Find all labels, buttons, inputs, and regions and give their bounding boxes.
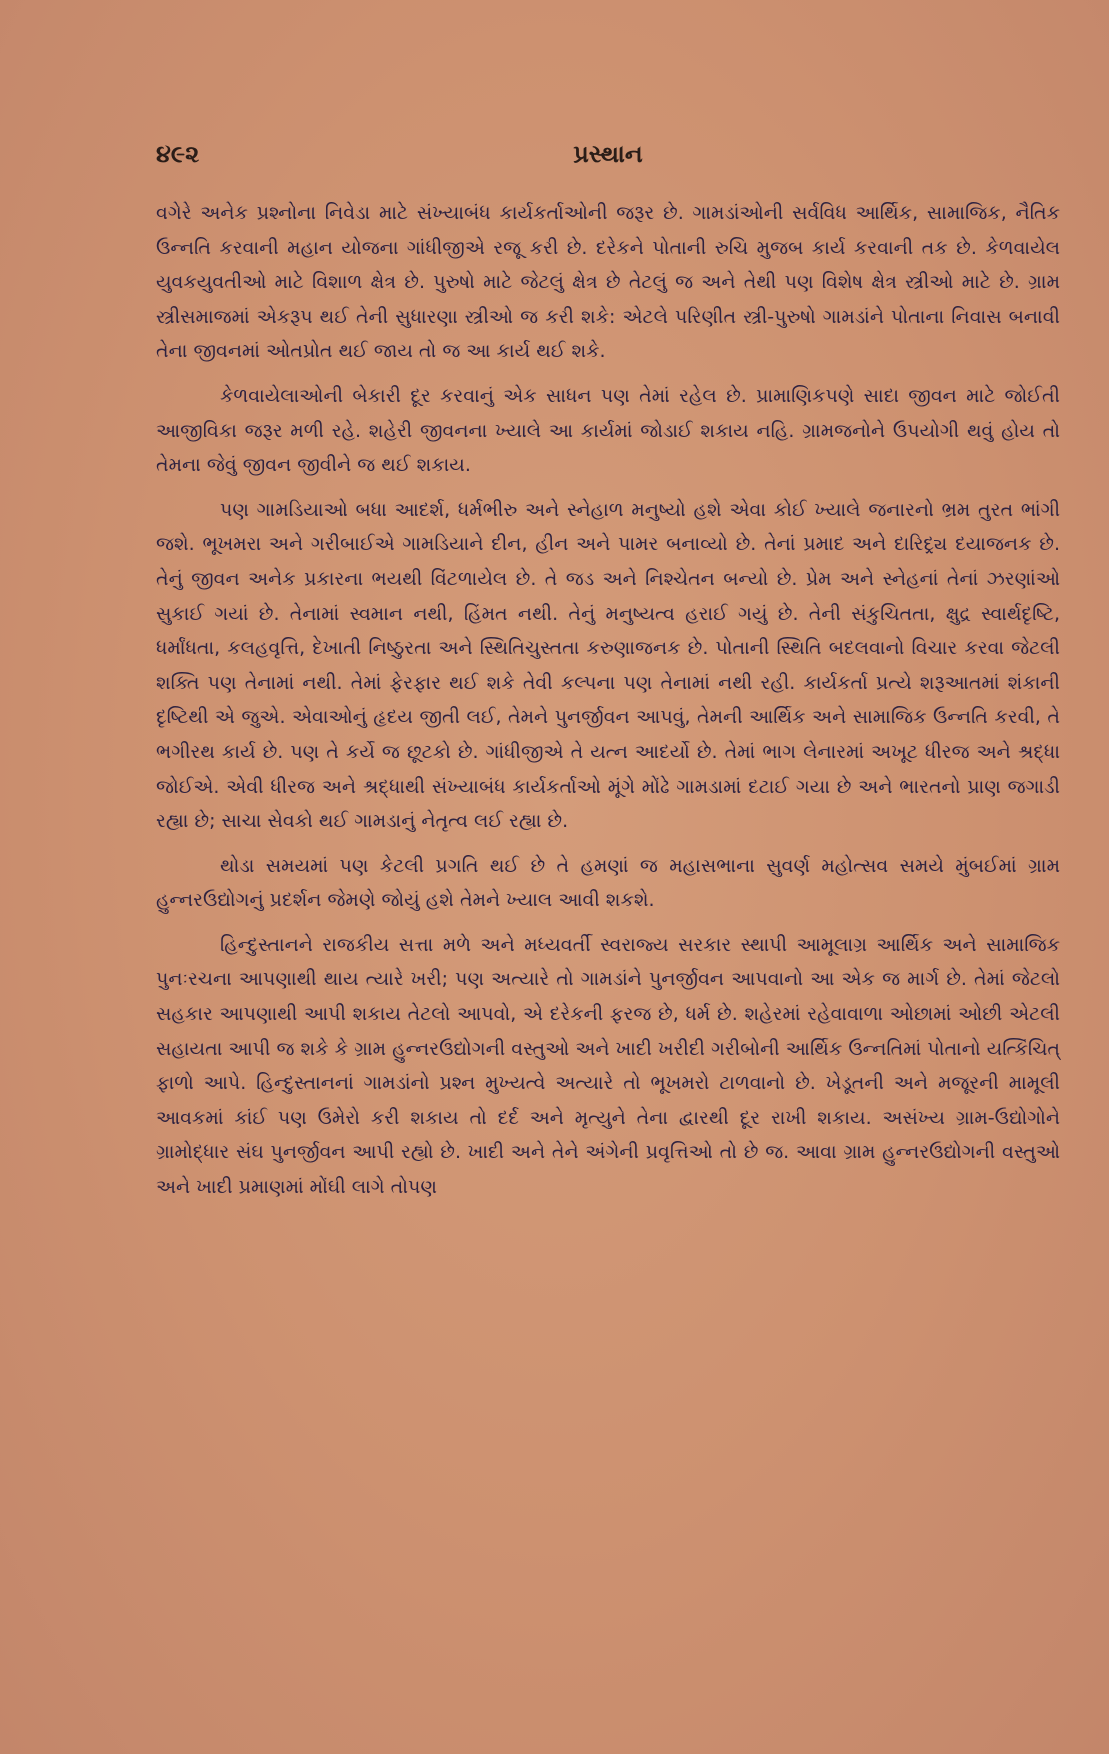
page-number: ૪૯૨ xyxy=(156,140,200,168)
running-head: પ્રસ્થાન xyxy=(573,140,643,168)
paragraph: થોડા સમયમાં પણ કેટલી પ્રગતિ થઈ છે તે હમણાં જ મહાસભાના સુવર્ણ મહોત્સવ સમયે મુંબઈમાં ગ્રામ હુન્નરઉદ્યોગનું પ્રદર્શન જેમણે જોયું હશે તેમને ખ્યાલ આવી શકશે. xyxy=(156,854,1060,912)
paragraph: કેળવાયેલાઓની બેકારી દૂર કરવાનું એક સાધન પણ તેમાં રહેલ છે. પ્રામાણિકપણે સાદા જીવન માટે જોઈતી આજીવિકા જરૂર મળી રહે. શહેરી જીવનના ખ્યાલે આ કાર્યમાં જોડાઈ શકાય નહિ. ગ્રામજનોને ઉપયોગી થવું હોય તો તેમના જેવું જીવન જીવીને જ થઈ શકાય. xyxy=(156,384,1060,477)
body-text xyxy=(156,196,1060,1215)
page-header xyxy=(156,140,1060,180)
paragraph: વગેરે અનેક પ્રશ્નોના નિવેડા માટે સંખ્યાબંધ કાર્યકર્તાઓની જરૂર છે. ગામડાંઓની સર્વવિધ આર્થિક, સામાજિક, નૈતિક ઉન્નતિ કરવાની મહાન યોજના ગાંધીજીએ રજૂ કરી છે. દરેકને પોતાની રુચિ મુજબ કાર્ય કરવાની તક છે. કેળવાયેલ યુવકયુવતીઓ માટે વિશાળ ક્ષેત્ર છે. પુરુષો માટે જેટલું ક્ષેત્ર છે તેટલું જ અને તેથી પણ વિશેષ ક્ષેત્ર સ્ત્રીઓ માટે છે. ગ્રામ સ્ત્રીસમાજમાં એકરૂપ થઈ તેની સુધારણા સ્ત્રીઓ જ કરી શકે: એટલે પરિણીત સ્ત્રી-પુરુષો ગામડાંને પોતાના નિવાસ બનાવી તેના જીવનમાં ઓતપ્રોત થઈ જાય તો જ આ કાર્ય થઈ શકે. xyxy=(156,202,1060,363)
paragraph: પણ ગામડિયાઓ બધા આદર્શ, ધર્મભીરુ અને સ્નેહાળ મનુષ્યો હશે એવા કોઈ ખ્યાલે જનારનો ભ્રમ તુરત ભાંગી જશે. ભૂખમરા અને ગરીબાઈએ ગામડિયાને દીન, હીન અને પામર બનાવ્યો છે. તેનાં પ્રમાદ અને દારિદ્ર્ય દયાજનક છે. તેનું જીવન અનેક પ્રકારના ભયથી વિંટળાયેલ છે. તે જડ અને નિશ્ચેતન બન્યો છે. પ્રેમ અને સ્નેહનાં તેનાં ઝરણાંઓ સુકાઈ ગયાં છે. તેનામાં સ્વમાન નથી, હિંમત નથી. તેનું મનુષ્યત્વ હરાઈ ગયું છે. તેની સંકુચિતતા, ક્ષુદ્ર સ્વાર્થદૃષ્ટિ, ધર્માંધતા, કલહવૃત્તિ, દેખાતી નિષ્ઠુરતા અને સ્થિતિચુસ્તતા કરુણાજનક છે. પોતાની સ્થિતિ બદલવાનો વિચાર કરવા જેટલી શક્તિ પણ તેનામાં નથી. તેમાં ફેરફાર થઈ શકે તેવી કલ્પના પણ તેનામાં નથી રહી. કાર્યકર્તા પ્રત્યે શરૂઆતમાં શંકાની દૃષ્ટિથી એ જુએ. એવાઓનું હૃદય જીતી લઈ, તેમને પુનર્જીવન આપવું, તેમની આર્થિક અને સામાજિક ઉન્નતિ કરવી, તે ભગીરથ કાર્ય છે. પણ તે કર્યે જ છૂટકો છે. ગાંધીજીએ તે યત્ન આદર્યો છે. તેમાં ભાગ લેનારમાં અખૂટ ધીરજ અને શ્રદ્ધા જોઈએ. એવી ધીરજ અને શ્રદ્ધાથી સંખ્યાબંધ કાર્યકર્તાઓ મૂંગે મોંઢે ગામડામાં દટાઈ ગયા છે અને ભારતનો પ્રાણ જગાડી રહ્યા છે; સાચા સેવકો થઈ ગામડાનું નેતૃત્વ લઈ રહ્યા છે. xyxy=(156,498,1060,833)
paragraph: હિન્દુસ્તાનને રાજકીય સત્તા મળે અને મધ્યવર્તી સ્વરાજ્ય સરકાર સ્થાપી આમૂલાગ્ર આર્થિક અને સામાજિક પુનઃરચના આપણાથી થાય ત્યારે ખરી; પણ અત્યારે તો ગામડાંને પુનર્જીવન આપવાનો આ એક જ માર્ગ છે. તેમાં જેટલો સહકાર આપણાથી આપી શકાય તેટલો આપવો, એ દરેકની ફરજ છે, ધર્મ છે. શહેરમાં રહેવાવાળા ઓછામાં ઓછી એટલી સહાયતા આપી જ શકે કે ગ્રામ હુન્નરઉદ્યોગની વસ્તુઓ અને ખાદી ખરીદી ગરીબોની આર્થિક ઉન્નતિમાં પોતાનો યત્કિંચિત્ ફાળો આપે. હિન્દુસ્તાનનાં ગામડાંનો પ્રશ્ન મુખ્યત્વે અત્યારે તો ભૂખમરો ટાળવાનો છે. ખેડૂતની અને મજૂરની મામૂલી આવકમાં કાંઈ પણ ઉમેરો કરી શકાય તો દર્દ અને મૃત્યુને તેના દ્વારથી દૂર રાખી શકાય. અસંખ્ય ગ્રામ-ઉદ્યોગોને ગ્રામોદ્ધાર સંઘ પુનર્જીવન આપી રહ્યો છે. ખાદી અને તેને અંગેની પ્રવૃત્તિઓ તો છે જ. આવા ગ્રામ હુન્નરઉદ્યોગની વસ્તુઓ અને ખાદી પ્રમાણમાં મોંઘી લાગે તોપણ xyxy=(156,933,1060,1199)
